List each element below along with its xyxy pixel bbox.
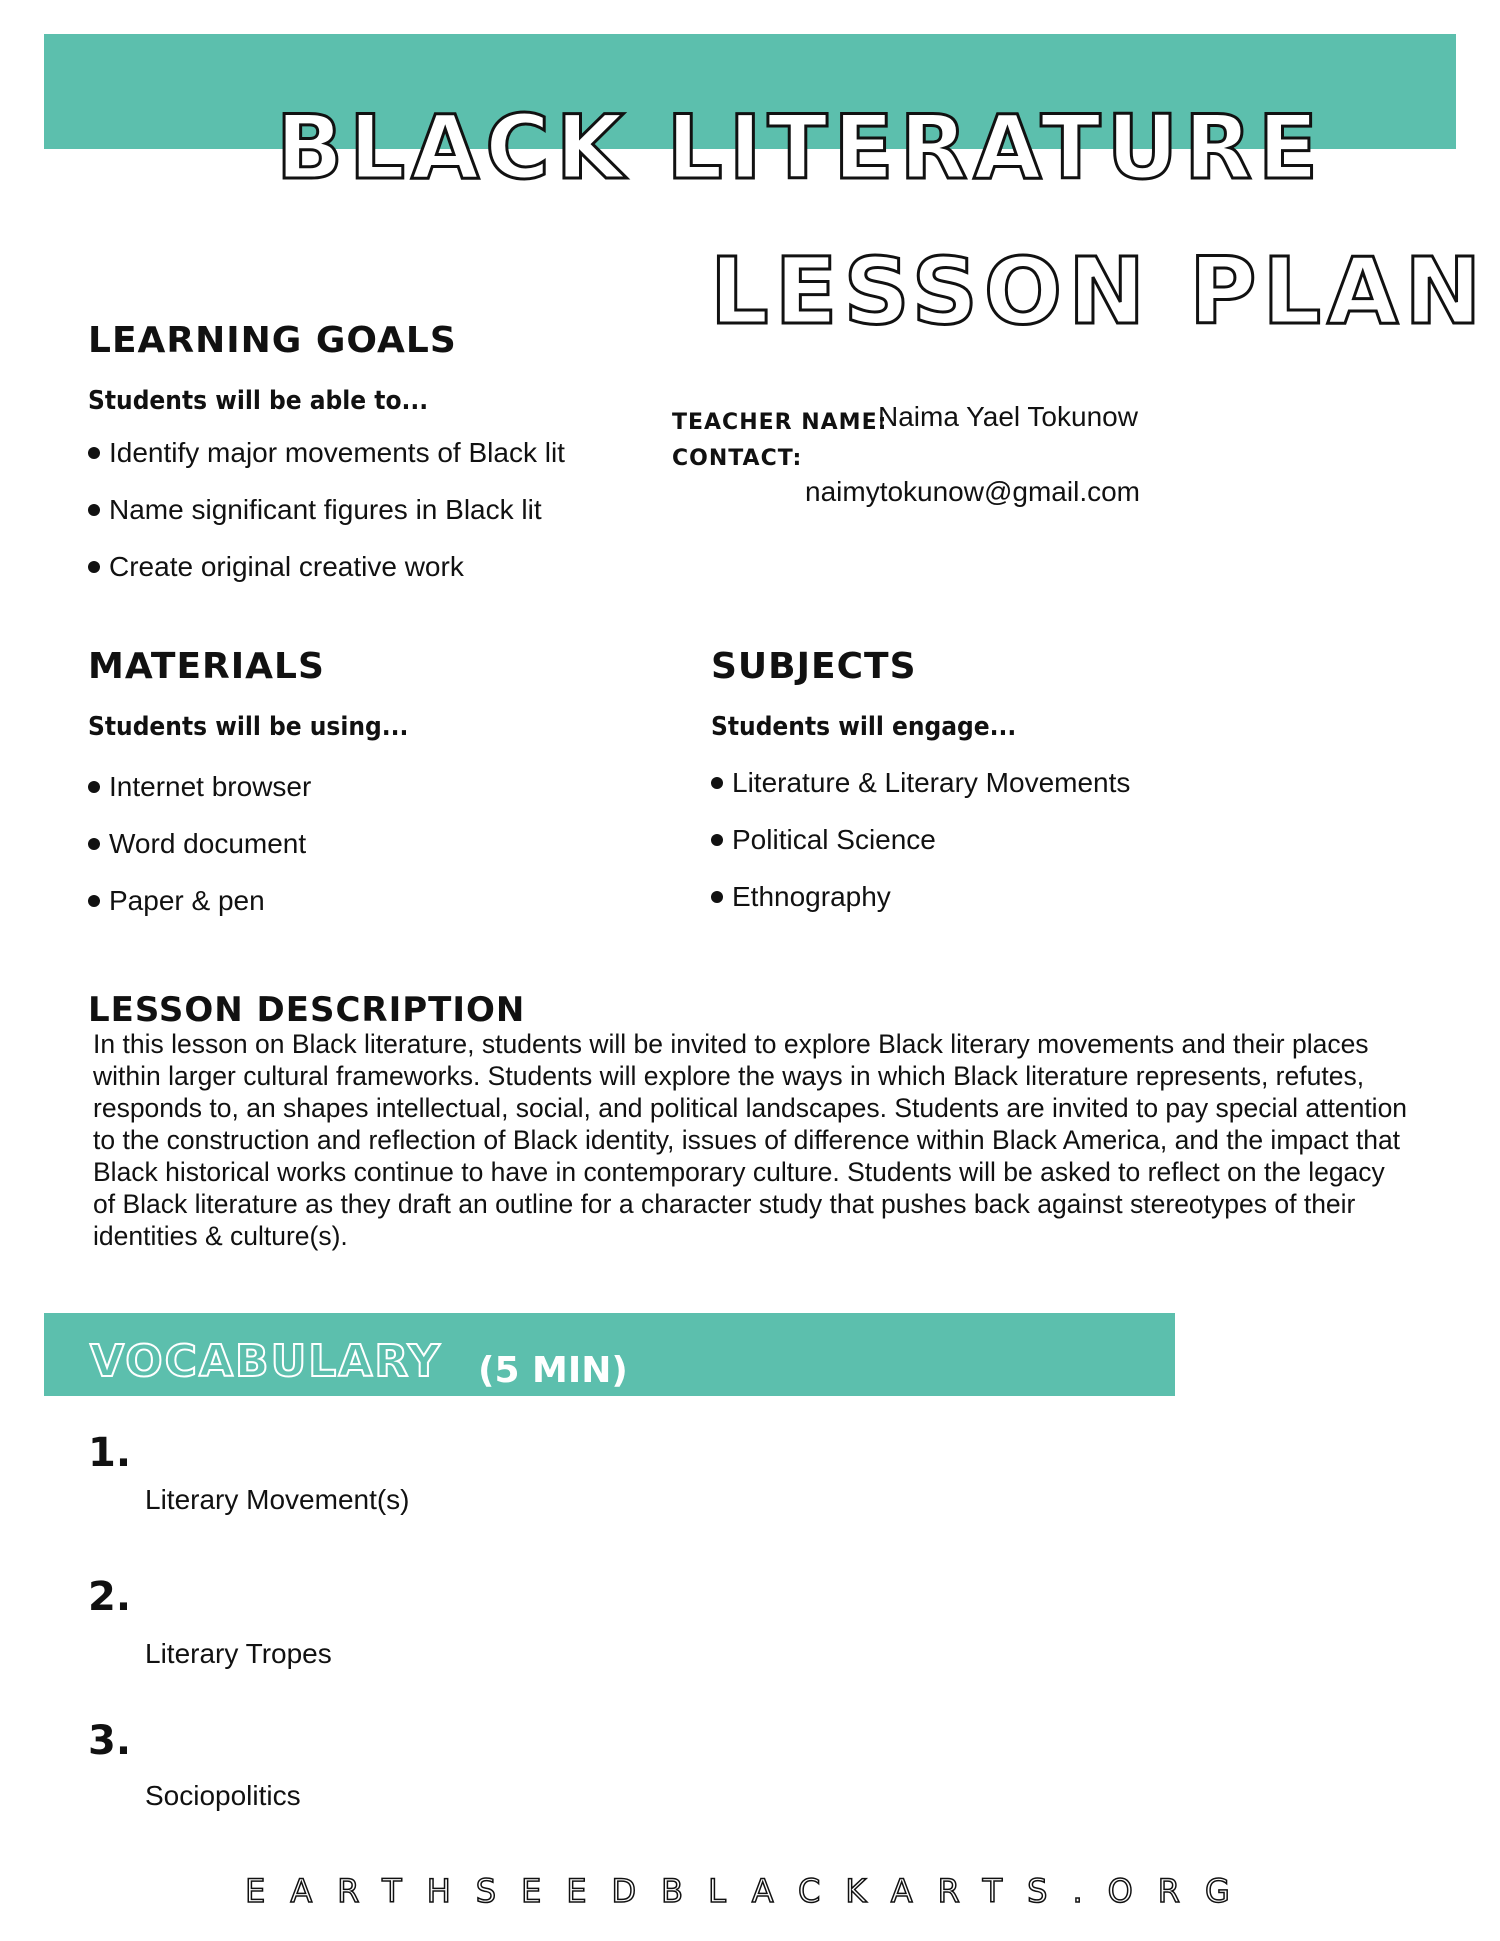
- subjects-heading: SUBJECTS: [711, 646, 917, 687]
- list-item: Ethnography: [711, 868, 1130, 925]
- list-item: Paper & pen: [88, 872, 311, 929]
- list-item: Create original creative work: [88, 538, 565, 595]
- title-line-2: LESSON PLAN: [710, 238, 1488, 345]
- footer-website: EARTHSEEDBLACKARTS.ORG: [245, 1872, 1255, 1910]
- list-item: Literature & Literary Movements: [711, 754, 1130, 811]
- title-line-1: BLACK LITERATURE: [276, 96, 1325, 199]
- vocabulary-heading: VOCABULARY: [90, 1336, 442, 1387]
- learning-goals-list: [88, 424, 565, 595]
- learning-goals-heading: LEARNING GOALS: [88, 320, 457, 361]
- lesson-description-text: In this lesson on Black literature, students will be invited to explore Black literary movements and their places within larger cultural frameworks. Students will explore the ways in which Black literature represents, refutes, responds to, an shapes intellectual, social, and political landscapes. Students are invited to pay special attention to the construction and reflection of Black identity, issues of difference within Black America, and the impact that Black historical works continue to have in contemporary culture. Students will be asked to reflect on the legacy of Black literature as they draft an outline for a character study that pushes back against stereotypes of their identities & culture(s).: [93, 1029, 1408, 1251]
- subjects-list: [711, 754, 1130, 925]
- list-item: Political Science: [711, 811, 1130, 868]
- vocab-term-3: Sociopolitics: [145, 1780, 301, 1811]
- vocab-number-3: 3.: [88, 1718, 132, 1764]
- lesson-description-heading: LESSON DESCRIPTION: [88, 990, 526, 1030]
- learning-goals-subheading: Students will be able to...: [88, 386, 429, 416]
- materials-subheading: Students will be using...: [88, 712, 409, 742]
- vocabulary-duration: (5 MIN): [478, 1350, 628, 1391]
- bullet-icon: [88, 504, 100, 516]
- list-item: Internet browser: [88, 758, 311, 815]
- vocab-term-1: Literary Movement(s): [145, 1484, 410, 1515]
- bullet-icon: [88, 838, 100, 850]
- materials-list: [88, 758, 311, 929]
- vocab-number-2: 2.: [88, 1574, 132, 1620]
- bullet-icon: [711, 891, 723, 903]
- bullet-icon: [711, 777, 723, 789]
- vocab-number-1: 1.: [88, 1430, 132, 1476]
- list-item: Name significant figures in Black lit: [88, 481, 565, 538]
- bullet-icon: [88, 447, 100, 459]
- bullet-icon: [88, 781, 100, 793]
- bullet-icon: [88, 561, 100, 573]
- contact-label: CONTACT:: [672, 446, 803, 471]
- subjects-subheading: Students will engage...: [711, 712, 1017, 742]
- vocab-term-2: Literary Tropes: [145, 1638, 332, 1669]
- list-item: Word document: [88, 815, 311, 872]
- teacher-name-label: TEACHER NAME:: [672, 410, 888, 435]
- contact-email: naimytokunow@gmail.com: [805, 476, 1140, 507]
- teacher-name: Naima Yael Tokunow: [878, 401, 1138, 432]
- materials-heading: MATERIALS: [88, 646, 325, 687]
- bullet-icon: [711, 834, 723, 846]
- list-item: Identify major movements of Black lit: [88, 424, 565, 481]
- bullet-icon: [88, 895, 100, 907]
